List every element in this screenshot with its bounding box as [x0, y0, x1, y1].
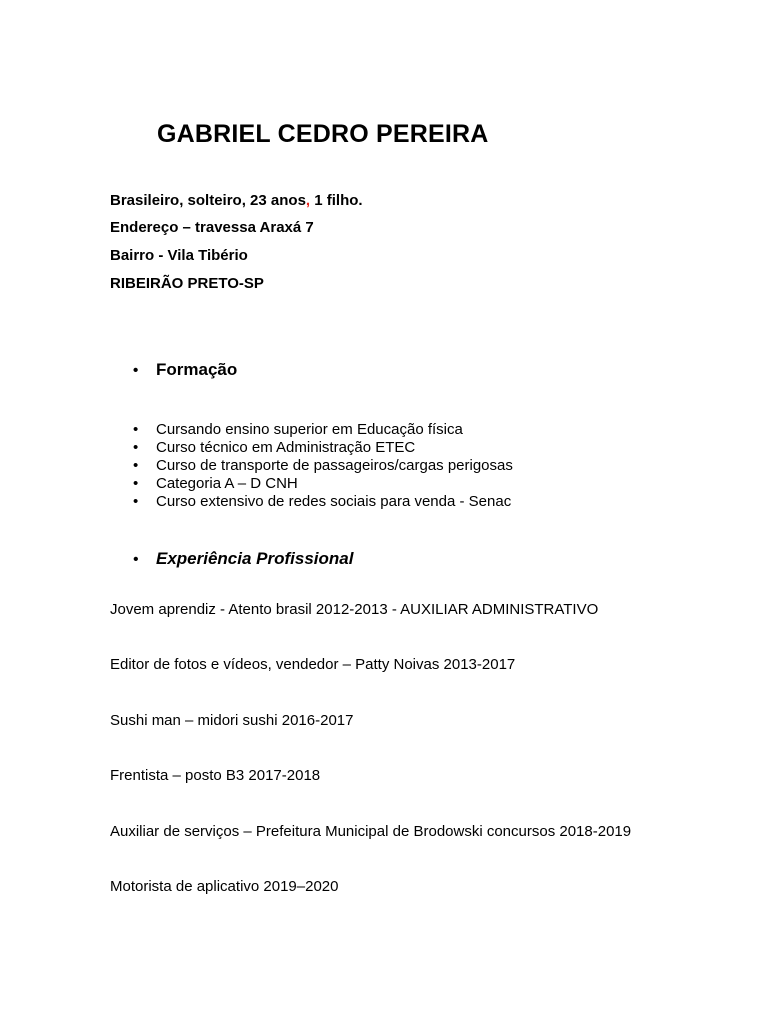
list-item-text: Categoria A – D CNH [156, 475, 298, 492]
job-entry: Editor de fotos e vídeos, vendedor – Patty Noivas 2013-2017 [110, 656, 516, 673]
list-item-text: Curso extensivo de redes sociais para venda - Senac [156, 493, 512, 510]
list-item [133, 457, 513, 475]
children-info-text: 1 filho. [310, 192, 363, 209]
bullet-icon: • [133, 457, 139, 474]
section-heading-formacao [133, 360, 237, 380]
list-item [133, 439, 513, 457]
address-line: Endereço – travessa Araxá 7 [110, 219, 314, 236]
list-item-text: Cursando ensino superior em Educação física [156, 421, 463, 438]
section-heading-experiencia [133, 549, 353, 569]
job-entry: Auxiliar de serviços – Prefeitura Municipal de Brodowski concursos 2018-2019 [110, 823, 632, 840]
list-item-text: Curso técnico em Administração ETEC [156, 439, 416, 456]
bullet-icon: • [133, 493, 139, 510]
district-line: Bairro - Vila Tibério [110, 247, 248, 264]
list-item [133, 421, 513, 439]
personal-info-text: Brasileiro, solteiro, 23 anos [110, 192, 306, 209]
job-entry: Jovem aprendiz - Atento brasil 2012-2013 - AUXILIAR ADMINISTRATIVO [110, 601, 599, 618]
list-item [133, 475, 513, 493]
list-item [133, 493, 513, 511]
bullet-icon: • [133, 421, 139, 438]
personal-info-line [110, 192, 363, 209]
city-line: RIBEIRÃO PRETO-SP [110, 275, 264, 292]
bullet-icon: • [133, 475, 139, 492]
highlighted-comma: , [305, 192, 311, 209]
job-entry: Motorista de aplicativo 2019–2020 [110, 878, 339, 895]
job-entry: Frentista – posto B3 2017-2018 [110, 767, 321, 784]
bullet-icon: • [133, 362, 139, 379]
job-entry: Sushi man – midori sushi 2016-2017 [110, 712, 354, 729]
list-item-text: Curso de transporte de passageiros/cargas perigosas [156, 457, 513, 474]
section-title: Formação [156, 360, 238, 379]
bullet-icon: • [133, 439, 139, 456]
bullet-icon: • [133, 551, 139, 568]
formacao-list [133, 421, 513, 511]
section-title: Experiência Profissional [156, 549, 354, 568]
candidate-name: GABRIEL CEDRO PEREIRA [157, 120, 489, 148]
